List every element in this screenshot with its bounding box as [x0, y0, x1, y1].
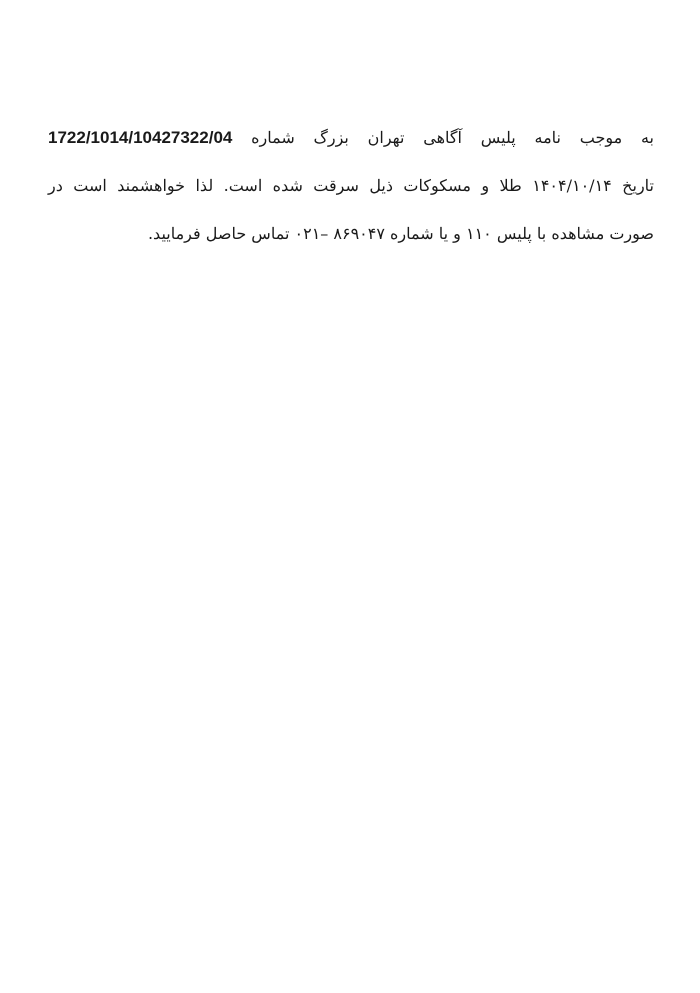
- notice-line-1: [48, 122, 654, 170]
- reference-number: 1722/1014/10427322/04: [48, 128, 233, 147]
- notice-line-1-text: به موجب نامه پلیس آگاهی تهران بزرگ شماره: [251, 128, 654, 147]
- notice-line-2: تاریخ ۱۴۰۴/۱۰/۱۴ طلا و مسکوکات ذیل سرقت شده است. لذا خواهشمند است در: [48, 176, 655, 195]
- theft-notice-paragraph: [48, 122, 654, 266]
- notice-line-3: صورت مشاهده با پلیس ۱۱۰ و یا شماره ۸۶۹۰۴۷ –۰۲۱ تماس حاصل فرمایید.: [147, 224, 654, 243]
